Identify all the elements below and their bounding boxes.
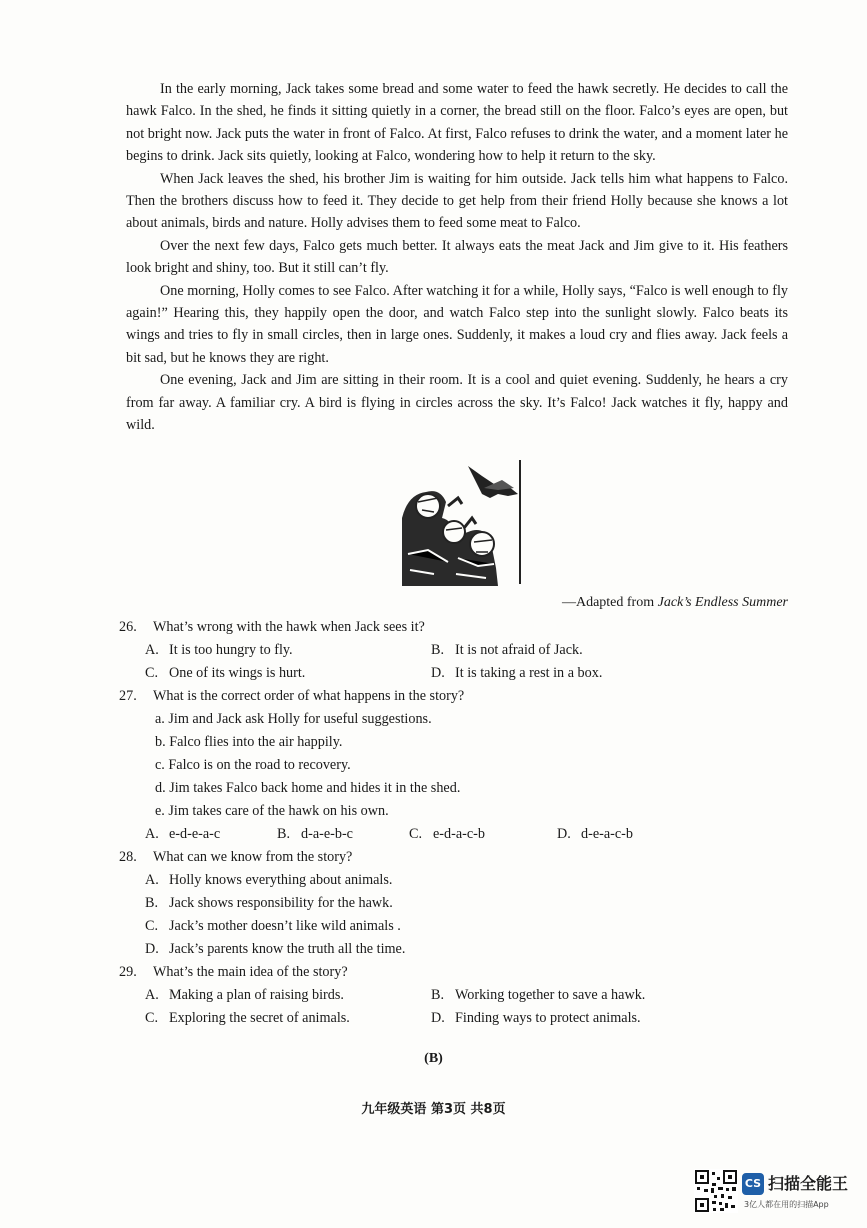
source-citation [562,595,788,611]
option-c: C. e-d-a-c-b [409,826,485,842]
question-stem: What’s the main idea of the story? [153,964,348,980]
option-c: C. Exploring the secret of animals. [145,1010,350,1026]
camscanner-logo: CS [742,1173,764,1195]
option-a: A. Making a plan of raising birds. [145,987,344,1003]
reading-passage [126,78,788,437]
question-28 [119,846,799,961]
passage-paragraph-5: One evening, Jack and Jim are sitting in their room. It is a cool and quiet evening. Suddenly, he hears a cry from far away. A familiar cry. A bird is flying in circles across the sky. It’s Falco! Jack watches it fly, happy and wild. [126,372,788,434]
page-footer: 九年级英语 第3页 共8页 [361,1102,506,1117]
option-a: A. It is too hungry to fly. [145,642,293,658]
scanner-brand-name: 扫描全能王 [768,1174,849,1193]
question-27 [119,685,799,846]
question-number: 27. [119,688,137,704]
passage-paragraph-4: One morning, Holly comes to see Falco. After watching it for a while, Holly says, “Falco is well enough to fly again!” Hearing this, they happily open the door, and watch Falco step into the sunlight slowly. Falco beats its wings and tries to fly in small circles, then in large ones. Suddenly, it makes a loud cry and flies away. Jack feels a bit sad, but he knows they are right. [126,282,788,366]
event-list [119,708,799,823]
qr-code-icon [694,1169,738,1213]
question-number: 26. [119,619,137,635]
question-26 [119,616,799,685]
question-list [119,616,799,1030]
question-number: 29. [119,964,137,980]
question-stem: What’s wrong with the hawk when Jack sees it? [153,619,425,635]
question-stem: What can we know from the story? [153,849,353,865]
option-b: B. Jack shows responsibility for the hawk. [145,895,393,911]
option-d: D. It is taking a rest in a box. [431,665,603,681]
event-c: c. Falco is on the road to recovery. [155,757,351,773]
passage-paragraph-2: When Jack leaves the shed, his brother Jim is waiting for him outside. Jack tells him what happens to Falco. Then the brothers discuss how to feed it. They decide to get help from their friend Holly because she knows a lot about animals, birds and nature. Holly advises them to feed some meat to Falco. [126,170,788,232]
option-b: B. Working together to save a hawk. [431,987,646,1003]
option-a: A. e-d-e-a-c [145,826,221,842]
source-prefix: —Adapted from [561,595,658,610]
option-b: B. It is not afraid of Jack. [431,642,583,658]
event-b: b. Falco flies into the air happily. [155,734,343,750]
passage-paragraph-3: Over the next few days, Falco gets much better. It always eats the meat Jack and Jim give to it. His feathers look bright and shiny, too. But it still can’t fly. [126,237,788,277]
option-c: C. One of its wings is hurt. [145,665,306,681]
option-d: D. d-e-a-c-b [557,826,633,842]
option-b: B. d-a-e-b-c [277,826,353,842]
scanner-watermark [694,1169,854,1215]
scanner-tagline: 3亿人都在用的扫描App [744,1200,829,1209]
option-d: D. Jack’s parents know the truth all the time. [145,941,406,957]
question-stem: What is the correct order of what happens in the story? [153,688,465,704]
boys-watching-hawk-illustration [398,458,524,586]
option-c: C. Jack’s mother doesn’t like wild animals . [145,918,401,934]
section-heading: (B) [424,1051,443,1066]
passage-paragraph-1: In the early morning, Jack takes some bread and some water to feed the hawk secretly. He decides to call the hawk Falco. In the shed, he finds it sitting quietly in a corner, the bread still on the floor. Falco’s eyes are open, but not bright now. Jack puts the water in front of Falco. At first, Falco refuses to drink the water, and a moment later he begins to drink. Jack sits quietly, looking at Falco, wondering how to help it return to the sky. [126,81,788,165]
option-a: A. Holly knows everything about animals. [145,872,393,888]
question-29 [119,961,799,1030]
question-number: 28. [119,849,137,865]
source-book-title: Jack’s Endless Summer [657,595,788,610]
event-a: a. Jim and Jack ask Holly for useful suggestions. [155,711,432,727]
event-d: d. Jim takes Falco back home and hides it in the shed. [155,780,461,796]
option-d: D. Finding ways to protect animals. [431,1010,641,1026]
event-e: e. Jim takes care of the hawk on his own. [155,803,389,819]
